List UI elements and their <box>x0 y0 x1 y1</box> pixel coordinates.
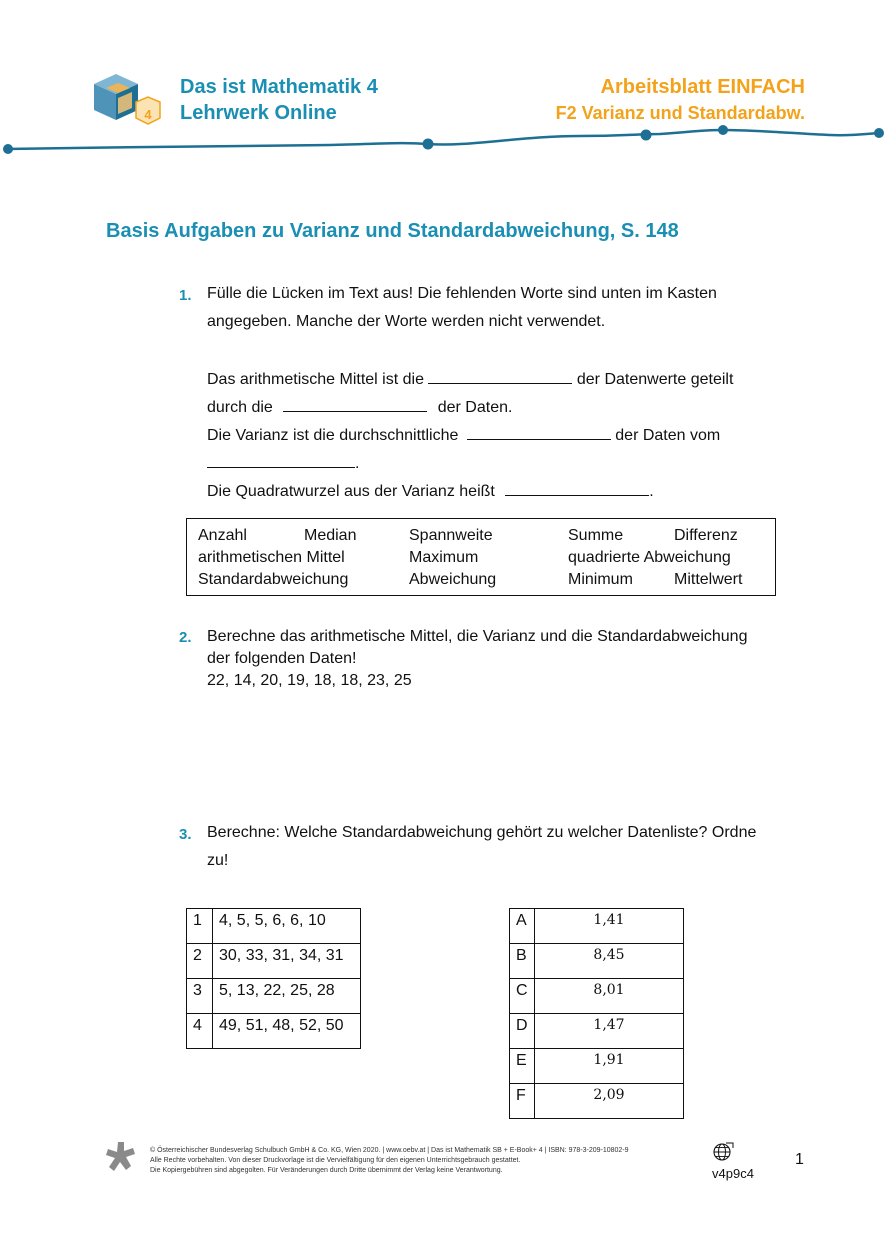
wave-dot <box>3 144 13 154</box>
task1-intro-line1: Fülle die Lücken im Text aus! Die fehlenden Worte sind unten im Kasten <box>207 285 717 302</box>
table-row <box>187 979 361 1014</box>
task-number: 3. <box>179 826 192 843</box>
header-wave-line <box>0 120 890 160</box>
row-values: 49, 51, 48, 52, 50 <box>213 1014 361 1049</box>
row-id: C <box>510 979 535 1014</box>
blank-field[interactable] <box>505 480 649 496</box>
row-id: B <box>510 944 535 979</box>
table-row <box>510 909 684 944</box>
table-row <box>187 944 361 979</box>
task2-line1: Berechne das arithmetische Mittel, die Varianz und die Standardabweichung <box>207 628 748 645</box>
task1-intro-line2: angegeben. Manche der Worte werden nicht verwendet. <box>207 313 606 330</box>
publisher-logo-icon <box>104 1140 136 1174</box>
header-title-line2: Lehrwerk Online <box>180 102 337 124</box>
task-number: 2. <box>179 629 192 646</box>
blank-field[interactable] <box>467 424 611 440</box>
row-values: 30, 33, 31, 34, 31 <box>213 944 361 979</box>
task3-line1: Berechne: Welche Standardabweichung gehört zu welcher Datenliste? Ordne <box>207 824 757 841</box>
row-id: E <box>510 1049 535 1084</box>
row-values: 5, 13, 22, 25, 28 <box>213 979 361 1014</box>
row-value: 1,91 <box>535 1049 684 1084</box>
cloze-segment: Die Varianz ist die durchschnittliche <box>207 427 459 444</box>
word-option: arithmetischen Mittel <box>198 549 345 566</box>
row-id: A <box>510 909 535 944</box>
row-id: 3 <box>187 979 213 1014</box>
wave-dot <box>641 130 652 141</box>
blank-field[interactable] <box>428 368 572 384</box>
table-row <box>510 944 684 979</box>
task3-instructions <box>207 819 807 875</box>
word-option: Standardabweichung <box>198 571 349 588</box>
cloze-segment: Die Quadratwurzel aus der Varianz heißt <box>207 483 495 500</box>
word-box <box>186 518 776 596</box>
cloze-text <box>207 366 807 506</box>
cloze-segment: der Daten. <box>437 399 513 416</box>
word-option: Summe <box>568 527 624 544</box>
row-value: 2,09 <box>535 1084 684 1119</box>
page-number: 1 <box>795 1151 804 1168</box>
word-option: quadrierte Abweichung <box>568 549 731 566</box>
row-id: D <box>510 1014 535 1049</box>
row-value: 8,45 <box>535 944 684 979</box>
data-lists-table <box>186 908 361 1049</box>
cloze-line <box>207 478 807 506</box>
word-option: Median <box>304 527 357 544</box>
cloze-line <box>207 394 807 422</box>
page-title: Basis Aufgaben zu Varianz und Standardabweichung, S. 148 <box>106 220 679 242</box>
table-row <box>187 909 361 944</box>
word-option: Mittelwert <box>674 571 743 588</box>
table-row <box>510 979 684 1014</box>
table-row <box>510 1049 684 1084</box>
word-option: Anzahl <box>198 527 247 544</box>
online-code[interactable]: v4p9c4 <box>712 1166 754 1181</box>
header-title-line1: Das ist Mathematik 4 <box>180 76 378 98</box>
row-id: F <box>510 1084 535 1119</box>
cloze-segment: . <box>355 455 360 472</box>
table-row <box>510 1014 684 1049</box>
footer-line3: Die Kopiergebühren sind abgegolten. Für Veränderungen durch Dritte übernimmt der Verlag keine Verantwortung. <box>150 1167 503 1174</box>
row-value: 8,01 <box>535 979 684 1014</box>
cloze-line <box>207 422 807 450</box>
word-option: Spannweite <box>409 527 493 544</box>
task2-data: 22, 14, 20, 19, 18, 18, 23, 25 <box>207 672 412 689</box>
row-id: 1 <box>187 909 213 944</box>
cloze-segment: durch die <box>207 399 273 416</box>
blank-field[interactable] <box>207 452 355 468</box>
row-values: 4, 5, 5, 6, 6, 10 <box>213 909 361 944</box>
wave-dot <box>874 128 884 138</box>
wave-dot <box>423 139 434 150</box>
table-row <box>187 1014 361 1049</box>
row-id: 4 <box>187 1014 213 1049</box>
wave-dot <box>718 125 728 135</box>
word-option: Maximum <box>409 549 479 566</box>
task1-instructions <box>207 280 807 336</box>
footer-line1: © Österreichischer Bundesverlag Schulbuch GmbH & Co. KG, Wien 2020. | www.oebv.at | Das ist Mathematik SB + E-Book+ 4 | ISBN: 978-3-209-10802-9 <box>150 1147 629 1154</box>
word-option: Differenz <box>674 527 738 544</box>
deviations-table <box>509 908 684 1119</box>
cloze-line <box>207 366 807 394</box>
header-title <box>180 74 378 126</box>
task-number: 1. <box>179 287 192 304</box>
cloze-line <box>207 450 807 478</box>
sheet-topic: F2 Varianz und Standardabw. <box>555 103 805 123</box>
row-id: 2 <box>187 944 213 979</box>
task2-instructions <box>207 626 807 692</box>
cloze-segment: der Datenwerte geteilt <box>576 371 734 388</box>
cloze-segment: Das arithmetische Mittel ist die <box>207 371 424 388</box>
cloze-segment: . <box>649 483 654 500</box>
header-sheet-info <box>556 74 805 126</box>
footer-legal <box>150 1146 690 1176</box>
word-option: Abweichung <box>409 571 497 588</box>
blank-field[interactable] <box>283 396 427 412</box>
cloze-segment: der Daten vom <box>615 427 721 444</box>
task3-line2: zu! <box>207 852 229 869</box>
globe-icon[interactable] <box>712 1142 734 1162</box>
word-option: Minimum <box>568 571 633 588</box>
row-value: 1,41 <box>535 909 684 944</box>
table-row <box>510 1084 684 1119</box>
footer-line2: Alle Rechte vorbehalten. Von dieser Druckvorlage ist die Vervielfältigung für den eigenen Unterrichtsgebrauch gestattet. <box>150 1157 521 1164</box>
sheet-type: Arbeitsblatt EINFACH <box>600 76 805 98</box>
logo-digit: 4 <box>144 107 152 122</box>
task2-line2: der folgenden Daten! <box>207 650 357 667</box>
row-value: 1,47 <box>535 1014 684 1049</box>
